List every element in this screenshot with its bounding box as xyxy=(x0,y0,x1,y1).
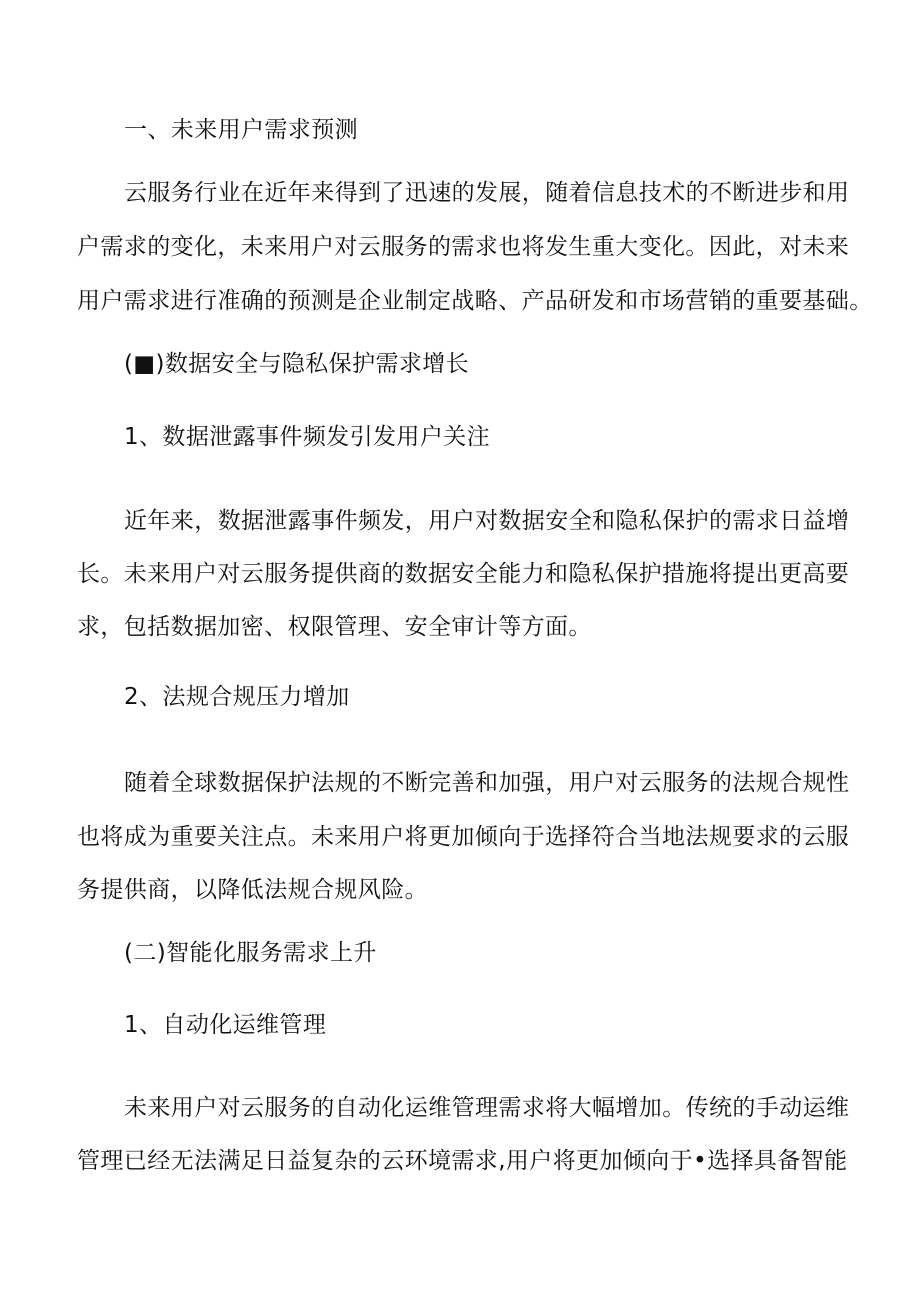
item-1-1-body-line-1: 近年来，数据泄露事件频发，用户对数据安全和隐私保护的需求日益增 xyxy=(124,508,850,534)
item-1-2-body-line-2: 也将成为重要关注点。未来用户将更加倾向于选择符合当地法规要求的云服 xyxy=(77,824,850,850)
item-1-2-body-line-3: 务提供商，以降低法规合规风险。 xyxy=(77,877,428,903)
item-2-1-title: 1、自动化运维管理 xyxy=(124,1012,327,1038)
subsection-2-title: (二)智能化服务需求上升 xyxy=(124,940,377,966)
item-1-2-body-line-1: 随着全球数据保护法规的不断完善和加强，用户对云服务的法规合规性 xyxy=(124,770,850,796)
subsection-1-title: (■)数据安全与隐私保护需求增长 xyxy=(124,351,470,377)
item-2-1-body-line-1: 未来用户对云服务的自动化运维管理需求将大幅增加。传统的手动运维 xyxy=(124,1095,850,1121)
intro-line-2: 户需求的变化，未来用户对云服务的需求也将发生重大变化。因此，对未来 xyxy=(77,234,850,260)
item-1-1-body-line-2: 长。未来用户对云服务提供商的数据安全能力和隐私保护措施将提出更高要 xyxy=(77,561,850,587)
item-1-1-title: 1、数据泄露事件频发引发用户关注 xyxy=(124,424,491,450)
item-1-2-title: 2、法规合规压力增加 xyxy=(124,684,350,710)
item-2-1-body-line-2: 管理已经无法满足日益复杂的云环境需求,用户将更加倾向于•选择具备智能 xyxy=(77,1148,848,1174)
item-1-1-body-line-3: 求，包括数据加密、权限管理、安全审计等方面。 xyxy=(77,614,592,640)
intro-line-3: 用户需求进行准确的预测是企业制定战略、产品研发和市场营销的重要基础。 xyxy=(77,288,873,314)
intro-line-1: 云服务行业在近年来得到了迅速的发展，随着信息技术的不断进步和用 xyxy=(124,180,850,206)
section-title: 一、未来用户需求预测 xyxy=(124,117,358,143)
